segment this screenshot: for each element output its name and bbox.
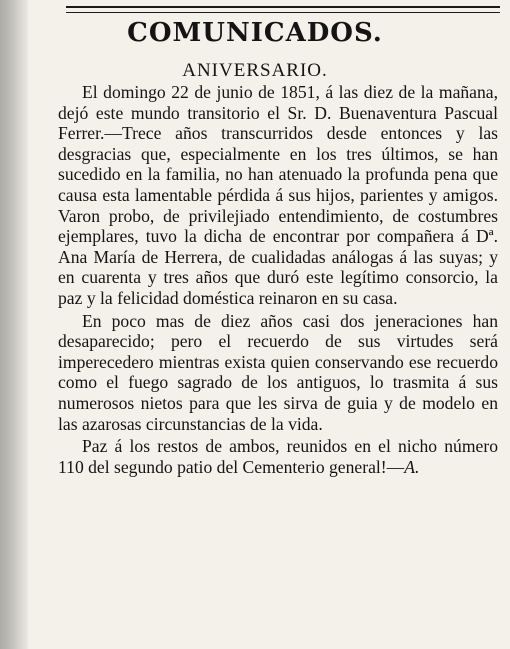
top-rule <box>66 6 500 13</box>
signature: A. <box>404 456 420 477</box>
paragraph-2: En poco mas de diez años casi dos jeneraciones han desaparecido; pero el recuerdo de sus virtudes será imperecedero mientras exista quien conservando ese recuerdo como el fuego sagrado de los antiguos, lo trasmita á sus numerosos nietos para que les sirva de guia y de modelo en las azarosas circunstancias de la vida. <box>58 310 498 434</box>
paragraph-1: El domingo 22 de junio de 1851, á las diez de la mañana, dejó este mundo transitorio el Sr. D. Buenaventura Pascual Ferrer.—Trece años transcurridos desde entonces y las desgracias que, especialmente en los tres últimos, se han sucedido en la familia, no han atenuado la profunda pena que causa esta lamentable pérdida á sus hijos, parientes y amigos. Varon probo, de privilejiado entendimiento, de costumbres ejemplares, tuvo la dicha de encontrar por compañera á Dª. Ana María de Herrera, de cualidadas análogas á las suyas; y en cuarenta y tres años que duró este legítimo consorcio, la paz y la felicidad doméstica reinaron en su casa. <box>58 82 498 308</box>
section-title: COMUNICADOS. <box>127 18 383 48</box>
article-title: ANIVERSARIO. <box>182 60 328 81</box>
article-body <box>58 82 498 477</box>
paragraph-3-text: Paz á los restos de ambos, reunidos en el nicho número 110 del segundo patio del Cementerio general!— <box>58 436 498 477</box>
paragraph-3 <box>58 436 498 477</box>
torn-edge-shadow <box>0 0 28 649</box>
